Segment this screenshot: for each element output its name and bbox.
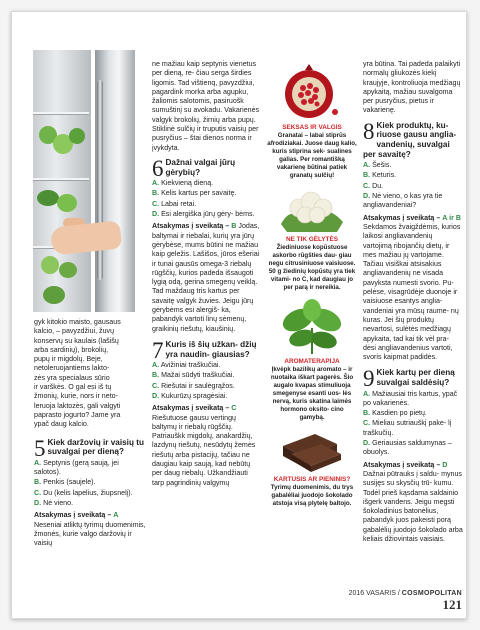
answer-options: [152, 361, 260, 401]
option-c: C. Du (kelis lapelius, žiupsnelį).: [34, 488, 133, 497]
question-number: 7: [152, 337, 164, 363]
option-a: A. Avižiniai traškučiai.: [152, 361, 221, 370]
answer-paragraph: Atsakymas į sveikatą – B Jodas, baltymai ir riebalai, kurių yra jūrų gėrybėse, mums būtini ne mažiau kaip geležis. Lašišos, jūros ešeriai ir tunai gausūs omega-3 riebalų rūgščių, kurios padeda išsaugoti lygią odą, gerina smegenų veiklą. Tad maždaug tris kartus per savaitę valgyk žuvies. Jeigu jūrų gėrybėms esi alergiš- ka, pabandyk vartoti linų sėmenų, graikinių riešutų, kiaušinių.: [152, 222, 260, 333]
answer-options: [363, 161, 463, 210]
caption-title: NE TIK GĖLYTĖS: [286, 236, 338, 243]
option-a: A. Septynis (gerą saują, jei salotos).: [34, 458, 119, 477]
option-a: A. Šešis.: [363, 161, 392, 170]
column-1: [34, 318, 146, 549]
caption-text: Tyrimų duomenimis, du trys gabalėliai juodojo šokolado atstoja visą plytelę baltojo.: [270, 484, 354, 507]
caption-title: KARTUSIS AR PIENINIS?: [273, 476, 351, 483]
question-text: Dažnai valgai jūrų gėrybių?: [165, 157, 236, 177]
question-7: [152, 337, 260, 363]
option-c: C. Riešutai ir saulėgrąžos.: [152, 381, 235, 390]
option-b: B. Penkis (saujele).: [34, 478, 96, 487]
fridge-photo: [33, 50, 143, 312]
option-d: D. Kukurūzų spragėsiai.: [152, 391, 228, 400]
caption-text: Įkvėpk bazilikų aromato – ir nuotaika iškart pagerės. Šio augalo kvapas stimuliuoja smegenyse esanti uos- lės nervą, kuris skatina laimės hormono oksito- cino gamybą.: [270, 366, 354, 421]
option-d: D. Geriausias saldumynas – obuolys.: [363, 439, 452, 457]
magazine-name: COSMOPOLITAN: [401, 590, 462, 597]
fridge-interior: [33, 50, 91, 312]
cauliflower-image: [277, 186, 347, 234]
question-text: Kuris iš šių užkan- džių yra naudin- giausias?: [165, 339, 257, 359]
question-number: 5: [34, 435, 46, 461]
answer-paragraph: Atsakymas į sveikatą – A ir B Sekdamos žvaigždėmis, kurios laikosi angliavandenių vartojimą ribojančių dietų, ir mes mažiau jų vartojame. Tačiau visiškai atsisakius angliavandenių ne visada pavyksta numesti svorio. Pu- pelėse, visagrūdėje duonoje ir vaisiuose esantys anglia- vandeniai yra mūsų raume- nų kuras. Jei šių produktų nevartosi, sulėtės medžiagų apykaita, tad kai tik vėl pra- dėsi angliavandenius vartoti, svoris kaipmat padidės.: [363, 213, 461, 362]
answer-options: [363, 390, 463, 458]
option-c: C. Mieliau sutriauškį pake- lį traškučių.: [363, 419, 452, 437]
option-d: D. Nė vieno.: [34, 498, 74, 507]
chocolate-image: [277, 428, 347, 474]
pomegranate-image: [279, 62, 345, 122]
question-6: [152, 155, 260, 181]
option-b: B. Kelis kartus per savaitę.: [152, 189, 237, 198]
option-d: D. Nė vieno, o kas yra tie angliavandeniai?: [363, 192, 443, 210]
option-d: D. Esi alergiška jūrų gėry- bėms.: [152, 210, 255, 219]
option-c: C. Du.: [363, 181, 384, 190]
option-b: B. Kasdien po pietų.: [363, 409, 427, 418]
illustration-column: [267, 62, 357, 508]
option-a: A. Kiekvieną dieną.: [152, 179, 214, 188]
col2-intro: ne mažiau kaip septynis vienetus per dieną, re- čiau serga širdies ligomis. Tad vištienq, pavyzdžiui, pagardink morka arba aguрku, žaliomis salotomis, pasiruošk sumuštinį su avokadu. Vakarienės valgyk brokolių, žirnių arba pupų. Stiklinė sulčių ir truputis vaisių per pusryčius – štai dienos norma ir įvykdyta.: [152, 60, 260, 152]
answer-paragraph: Atsakymas į sveikatą – A Neseniai atliktų tyrimų duomenimis, žmonės, kurie valgo daržovių ir vaisių: [34, 511, 146, 548]
answer-options: [34, 459, 146, 508]
option-a: A. Mažiausiai tris kartus, ypač po vakarienės.: [363, 389, 458, 407]
issue-label: 2016 VASARIS /: [348, 590, 400, 597]
column-2: [152, 60, 260, 489]
caption-title: SEKSAS IR VALGIS: [282, 124, 342, 131]
col4-intro: yra būtina. Tai padeda palaikyti normalų gliukozės kiekį kraujyje, kontroliuoja medžiagų apykaitą, mažiau suvalgoma per pusryčius, pietus ir vakarienę.: [363, 60, 461, 115]
page-number: 121: [442, 597, 462, 612]
col1-intro: gyk kitokio maisto, gausaus kalcio, – pavyzdžiui, žuvų konservų su kaulais (lašišų arba sardinių), brokolių, pupų ir migdolų. Beje, netoleruojantiems lakto- zės yra specialaus sūrio ir varškės. O gal esi iš tų žmonių, kurie, nors ir neto- leruoja laktozės, gali valgyti paprasto jogurto? Jame yra ypač daug kalcio.: [34, 318, 121, 429]
option-c: C. Labai retai.: [152, 199, 197, 208]
question-text: Kiek kartų per dieną suvalgai saldėsių?: [376, 368, 455, 387]
answer-paragraph: Atsakymas į sveikatą – D Dažnai pūtrauks į saldu- mynus susijęs su skysčių trū- kumu. Todėl prieš kąsdama saldainio išgerk vandens. Jeigu megsti šokoladinius batonėlius, pabandyk juos pakeisti porą gabalėlių juodojo šokolado arba keliais džiovintais vaisiais.: [363, 460, 463, 544]
magazine-page: [11, 11, 467, 619]
option-b: B. Mažai sūdyti traškučiai.: [152, 371, 235, 380]
question-text: Kiek daržovių ir vaisių tu suvalgai per dieną?: [47, 437, 144, 457]
question-8: [363, 118, 463, 159]
caption-title: AROMATERAPIJA: [284, 358, 340, 365]
caption-text: Žiediniuose kopūstuose askorbo rūgšties dau- giau negu citrusiniuose vaisiuose. 50 g žiedinių kopūstų yra tiek vitami- no C, kad daugiau jo per parą ir nereikia.: [268, 244, 356, 291]
answer-options: [152, 179, 260, 219]
basil-image: [276, 298, 348, 356]
column-4: [363, 60, 463, 545]
answer-paragraph: Atsakymas į sveikatą – C Riešutuose gausu vertingų baltymų ir riebalų rūgščių. Patriauškk migdolų, anakardžių, lazdynų riešutų, nesūdytų žemės riešutų arba pistacijų, tačiau ne daugiau kaip saują, kad nebūtų per daug riebalų. Užkandžiauti tarp pagrindinių valgymų: [152, 404, 256, 487]
option-b: B. Keturis.: [363, 171, 397, 180]
question-number: 8: [363, 118, 375, 144]
question-5: [34, 435, 146, 461]
question-number: 6: [152, 155, 164, 181]
page-footer: [337, 590, 462, 613]
question-number: 9: [363, 366, 375, 392]
question-text: Kiek produktų, ku- riuose gausu anglia- vandenių, suvalgai per savaitę?: [363, 120, 457, 159]
caption-text: Granatai – labai stiprūs afrodiziakai. Juose daug kalio, kuris stiprina sek- sualines galias. Per romantišką vakarienę būtinai patiek granatų sulčių!: [267, 132, 357, 179]
question-9: [363, 366, 463, 392]
